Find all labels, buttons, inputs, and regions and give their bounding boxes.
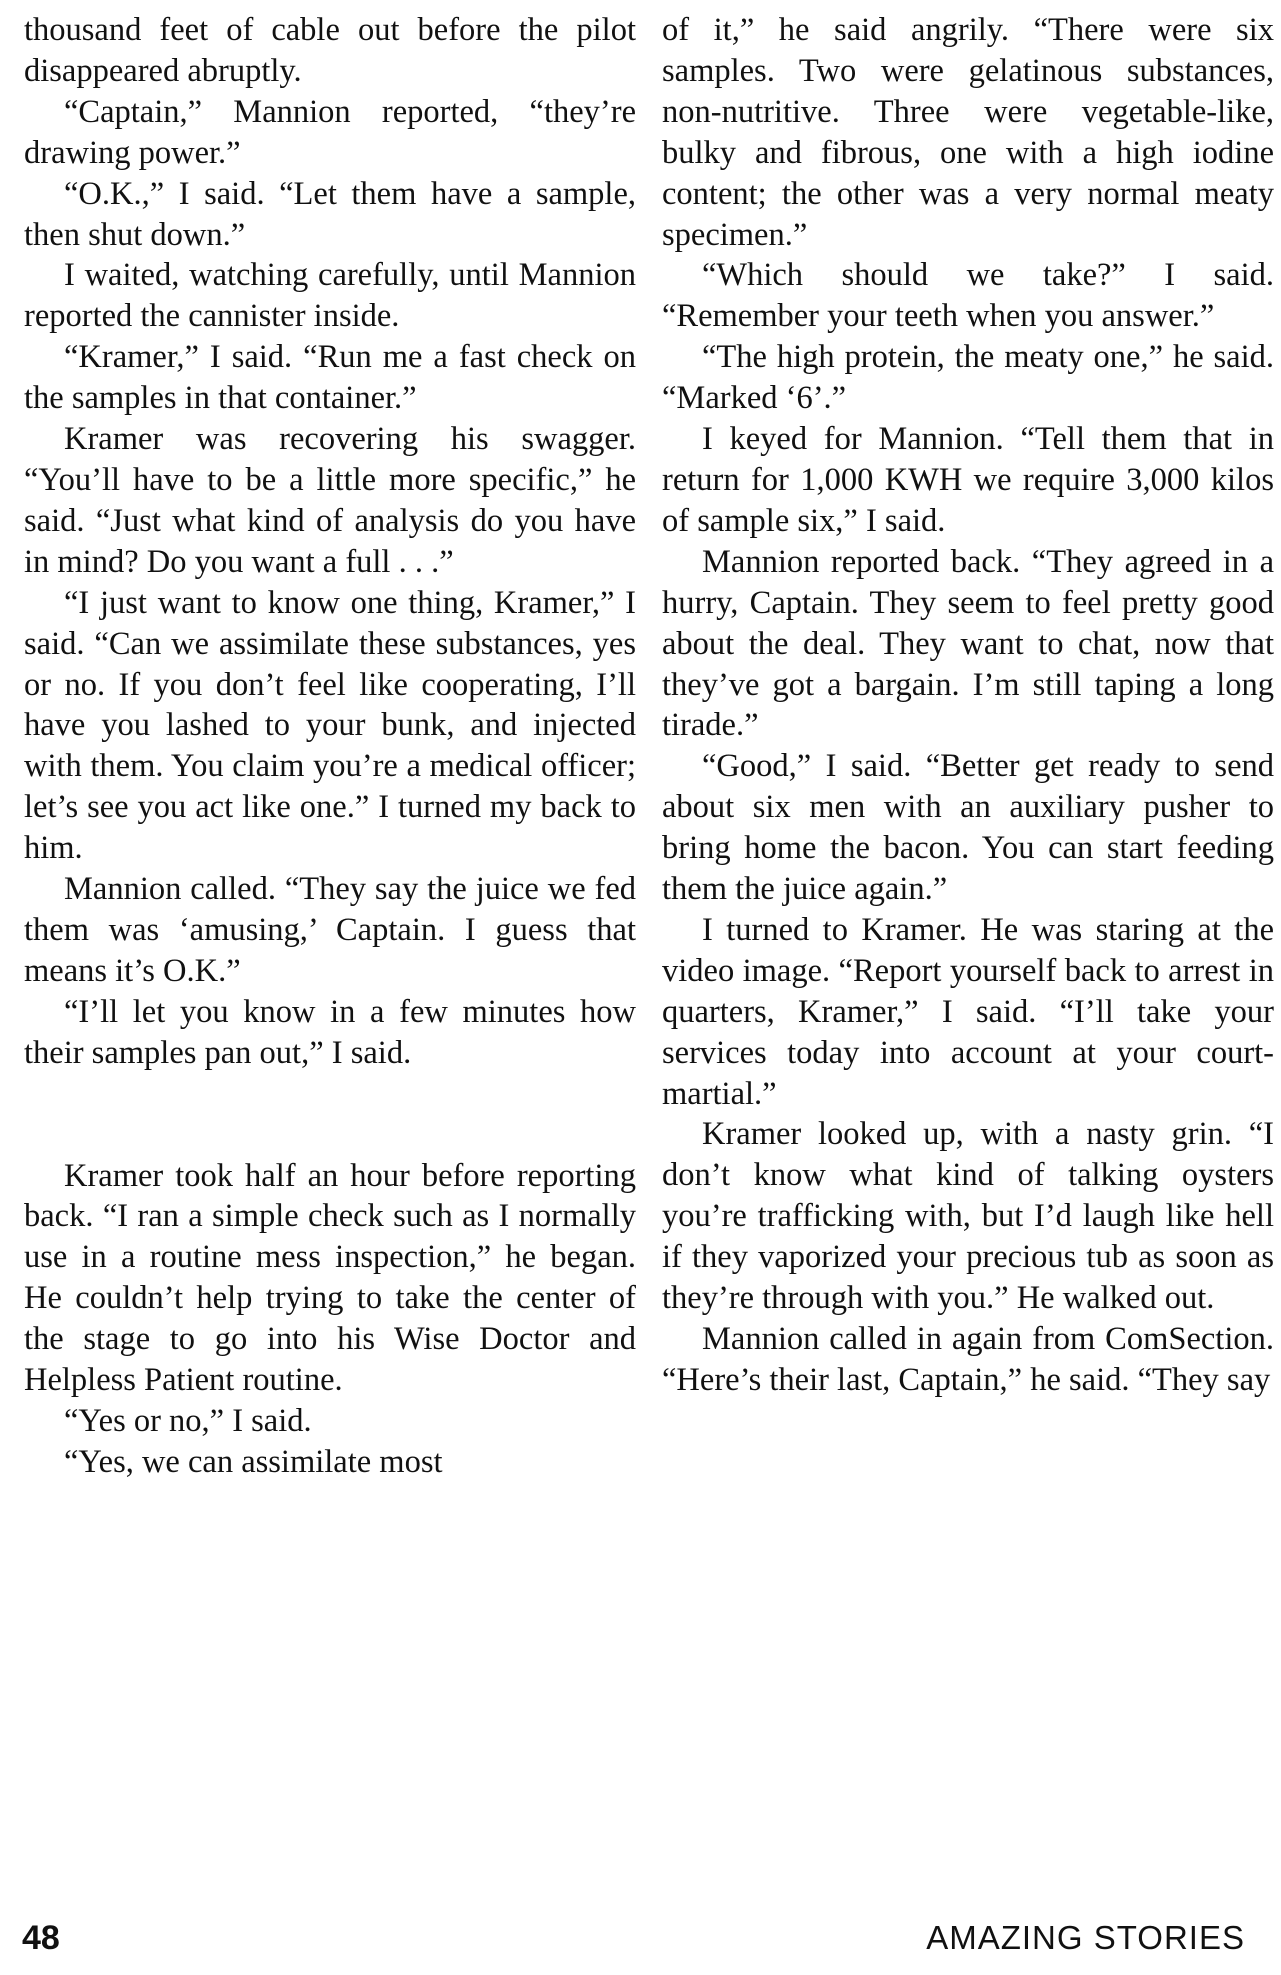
paragraph: Mannion called. “They say the juice we fed them was ‘amusing,’ Captain. I guess that means it’s O.K.” [24, 871, 636, 989]
paragraph: “Good,” I said. “Better get ready to send about six men with an auxiliary pusher to bring home the bacon. You can start feeding them the juice again.” [662, 748, 1274, 908]
paragraph: “Yes, we can assimilate most [64, 1443, 443, 1480]
paragraph: Kramer looked up, with a nasty grin. “I don’t know what kind of talking oysters you’re trafficking with, but I’d laugh like hell if they vaporized your precious tub as soon as they’re through with you.” He walked out. [662, 1116, 1274, 1317]
paragraph: Mannion reported back. “They agreed in a hurry, Captain. They seem to feel pretty good about the deal. They want to chat, now that they’ve got a bargain. I’m still taping a long tirade.” [662, 543, 1274, 744]
paragraph: Mannion called in again from ComSection. “Here’s their last, Captain,” he said. “They say [662, 1321, 1274, 1398]
paragraph: Kramer was recovering his swagger. “You’ll have to be a little more specific,” he said. “Just what kind of analysis do you have in mind? Do you want a full . . .” [24, 421, 636, 580]
paragraph: “Captain,” Mannion reported, “they’re drawing power.” [24, 93, 636, 171]
paragraph: “I’ll let you know in a few minutes how their samples pan out,” I said. [24, 993, 636, 1071]
paragraph: Kramer took half an hour before reporting back. “I ran a simple check such as I normally use in a routine mess inspection,” he began. He couldn’t help trying to take the center of the stage to go into his Wise Doctor and Helpless Patient routine. [24, 1157, 636, 1399]
paragraph: “Which should we take?” I said. “Remember your teeth when you answer.” [662, 257, 1274, 335]
left-text-column [24, 10, 636, 1483]
right-text-column [662, 10, 1274, 1401]
paragraph: “Kramer,” I said. “Run me a fast check on the samples in that container.” [24, 339, 636, 417]
running-title: AMAZING STORIES [926, 1919, 1245, 1956]
paragraph: “Yes or no,” I said. [64, 1403, 312, 1439]
paragraph: I waited, watching carefully, until Mannion reported the cannister inside. [24, 257, 636, 335]
paragraph: I keyed for Mannion. “Tell them that in return for 1,000 KWH we require 3,000 kilos of sample six,” I said. [662, 421, 1274, 539]
paragraph: “I just want to know one thing, Kramer,” I said. “Can we assimilate these substances, yes or no. If you don’t feel like cooperating, I’ll have you lashed to your bunk, and injected with them. You claim you’re a medical officer; let’s see you act like one.” I turned my back to him. [24, 584, 636, 867]
paragraph: “The high protein, the meaty one,” he said. “Marked ‘6’.” [662, 339, 1274, 417]
paragraph: “O.K.,” I said. “Let them have a sample, then shut down.” [24, 175, 636, 253]
page-number: 48 [22, 1919, 60, 1957]
paragraph: I turned to Kramer. He was staring at the video image. “Report yourself back to arrest in quarters, Kramer,” I said. “I’ll take your services today into account at your court-martial.” [662, 911, 1274, 1112]
page-footer [0, 1918, 1281, 1958]
paragraph: of it,” he said angrily. “There were six samples. Two were gelatinous substances, non-nutritive. Three were vegetable-like, bulky and fibrous, one with a high iodine content; the other was a very normal meaty specimen.” [662, 12, 1274, 253]
paragraph: thousand feet of cable out before the pilot disappeared abruptly. [24, 12, 636, 89]
